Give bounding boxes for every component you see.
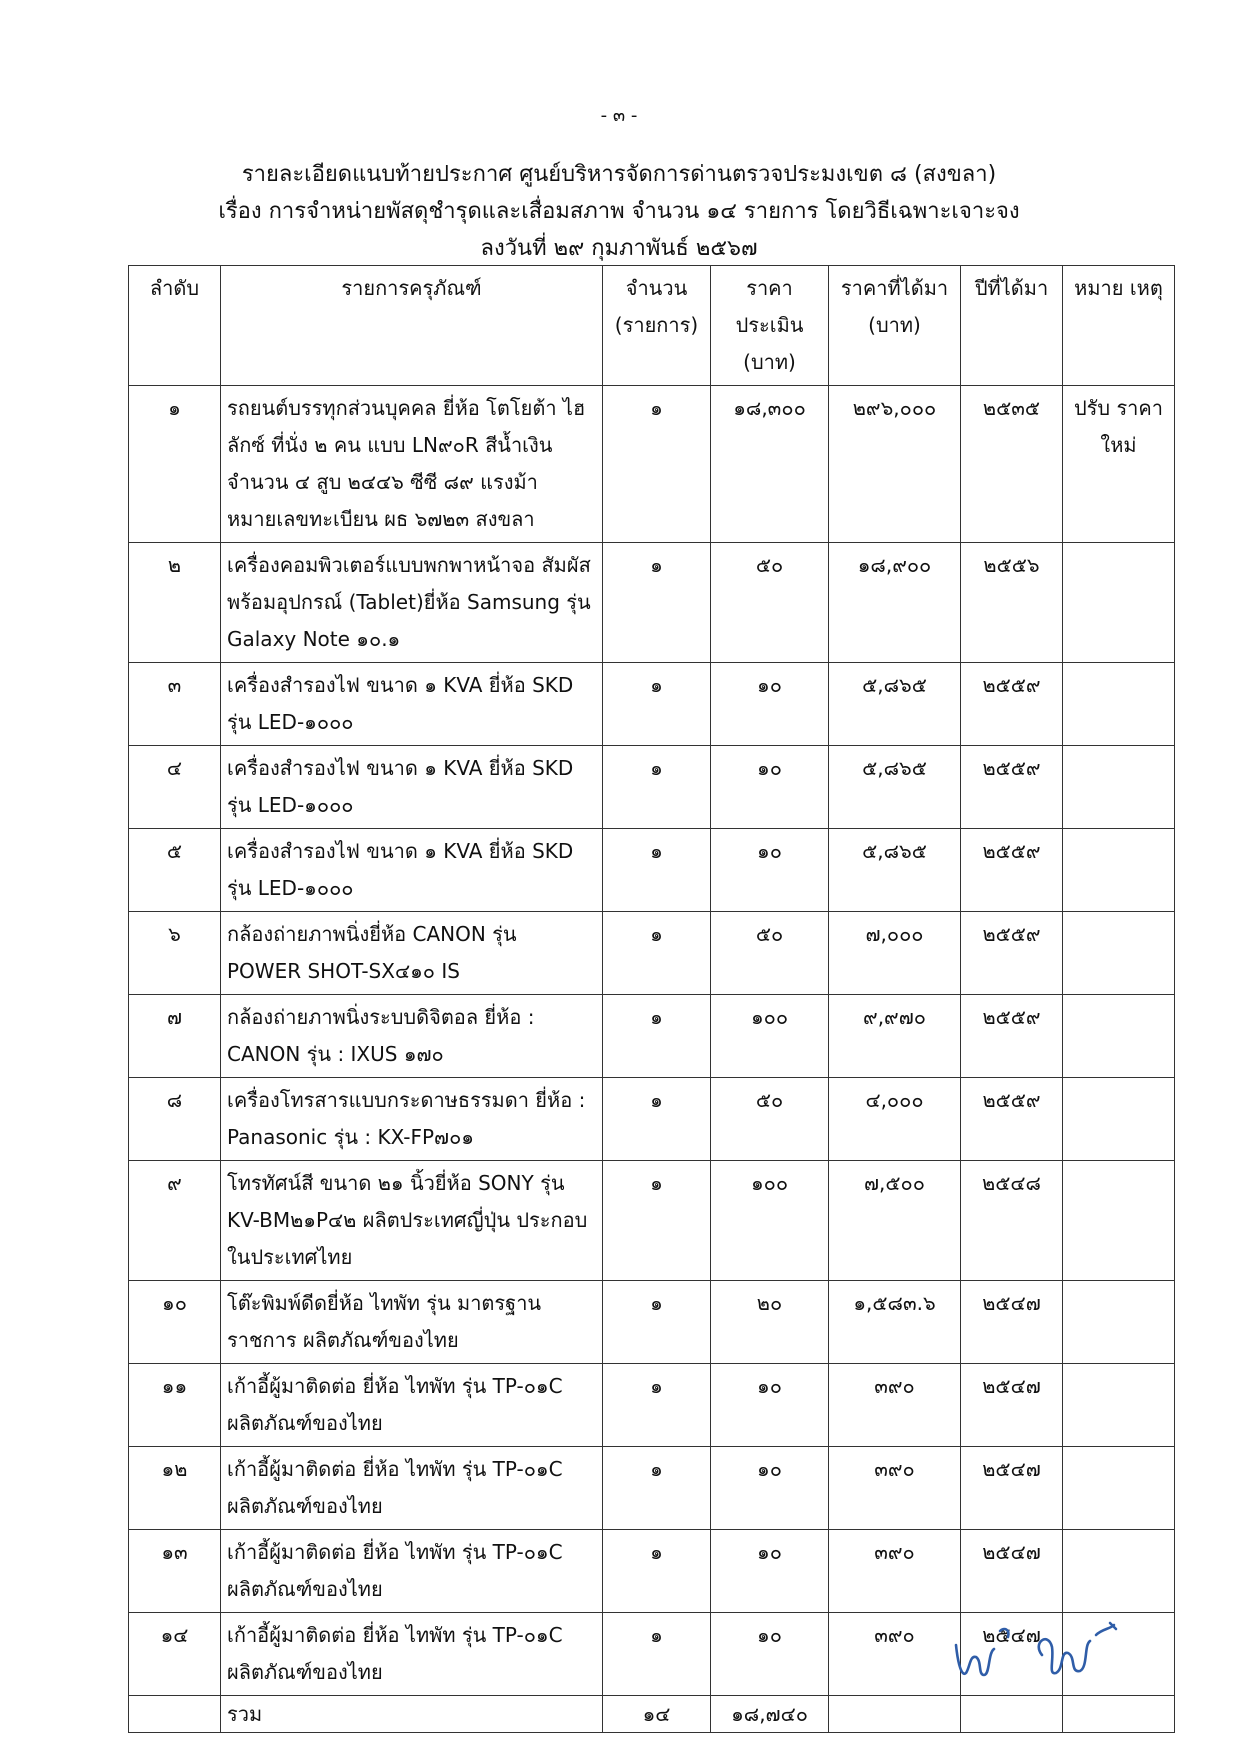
- row-qty: ๑: [603, 1530, 711, 1613]
- row-qty: ๑: [603, 995, 711, 1078]
- row-year: ๒๕๔๗: [961, 1530, 1063, 1613]
- table-row: [129, 543, 1175, 663]
- row-acquired-price: ๙,๙๗๐: [829, 995, 961, 1078]
- row-qty: ๑: [603, 829, 711, 912]
- row-no: ๒: [129, 543, 221, 663]
- total-qty: ๑๔: [603, 1696, 711, 1733]
- row-acquired-price: ๗,๕๐๐: [829, 1161, 961, 1281]
- row-appraisal: ๑๐: [711, 663, 829, 746]
- row-appraisal: ๑๘,๓๐๐: [711, 386, 829, 543]
- table-row: [129, 1530, 1175, 1613]
- row-remark: [1063, 1364, 1175, 1447]
- row-appraisal: ๑๐: [711, 829, 829, 912]
- row-item: เก้าอี้ผู้มาติดต่อ ยี่ห้อ ไทพัท รุ่น TP-๐๑C ผลิตภัณฑ์ของไทย: [221, 1530, 603, 1613]
- header-year: ปีที่ได้มา: [961, 266, 1063, 386]
- table-row: [129, 912, 1175, 995]
- row-year: ๒๕๓๕: [961, 386, 1063, 543]
- row-item: เครื่องโทรสารแบบกระดาษธรรมดา ยี่ห้อ : Panasonic รุ่น : KX-FP๗๐๑: [221, 1078, 603, 1161]
- header-appraisal: ราคา ประเมิน (บาท): [711, 266, 829, 386]
- row-no: ๘: [129, 1078, 221, 1161]
- row-acquired-price: ๒๙๖,๐๐๐: [829, 386, 961, 543]
- row-appraisal: ๕๐: [711, 543, 829, 663]
- row-appraisal: ๕๐: [711, 912, 829, 995]
- row-no: ๔: [129, 746, 221, 829]
- row-no: ๑๑: [129, 1364, 221, 1447]
- row-year: ๒๕๕๙: [961, 912, 1063, 995]
- row-remark: [1063, 1447, 1175, 1530]
- row-remark: [1063, 1530, 1175, 1613]
- row-acquired-price: ๔,๐๐๐: [829, 1078, 961, 1161]
- handwritten-signature: [948, 1615, 1128, 1685]
- row-no: ๑: [129, 386, 221, 543]
- row-item: เครื่องสำรองไฟ ขนาด ๑ KVA ยี่ห้อ SKD รุ่น LED-๑๐๐๐: [221, 663, 603, 746]
- row-qty: ๑: [603, 543, 711, 663]
- row-item: กล้องถ่ายภาพนิ่งยี่ห้อ CANON รุ่น POWER SHOT-SX๔๑๐ IS: [221, 912, 603, 995]
- row-appraisal: ๑๐๐: [711, 1161, 829, 1281]
- header-line-2: เรื่อง การจำหน่ายพัสดุชำรุดและเสื่อมสภาพ จำนวน ๑๔ รายการ โดยวิธีเฉพาะเจาะจง: [218, 199, 1020, 224]
- row-acquired-price: ๕,๘๖๕: [829, 663, 961, 746]
- row-item: เครื่องสำรองไฟ ขนาด ๑ KVA ยี่ห้อ SKD รุ่น LED-๑๐๐๐: [221, 829, 603, 912]
- row-no: ๑๓: [129, 1530, 221, 1613]
- row-qty: ๑: [603, 1161, 711, 1281]
- row-no: ๓: [129, 663, 221, 746]
- row-item: โต๊ะพิมพ์ดีดยี่ห้อ ไทพัท รุ่น มาตรฐาน ราชการ ผลิตภัณฑ์ของไทย: [221, 1281, 603, 1364]
- row-appraisal: ๑๐: [711, 1530, 829, 1613]
- row-qty: ๑: [603, 912, 711, 995]
- row-acquired-price: ๕,๘๖๕: [829, 829, 961, 912]
- row-year: ๒๕๕๙: [961, 746, 1063, 829]
- row-appraisal: ๑๐: [711, 1364, 829, 1447]
- row-year: ๒๕๔๘: [961, 1161, 1063, 1281]
- row-year: ๒๕๔๗: [961, 1447, 1063, 1530]
- row-item: เก้าอี้ผู้มาติดต่อ ยี่ห้อ ไทพัท รุ่น TP-๐๑C ผลิตภัณฑ์ของไทย: [221, 1364, 603, 1447]
- row-remark: [1063, 1161, 1175, 1281]
- total-appraisal: ๑๘,๗๔๐: [711, 1696, 829, 1733]
- table-row: [129, 1281, 1175, 1364]
- document-header: [0, 156, 1238, 267]
- row-appraisal: ๑๐: [711, 746, 829, 829]
- header-acquired-price: ราคาที่ได้มา (บาท): [829, 266, 961, 386]
- row-acquired-price: ๓๙๐: [829, 1613, 961, 1696]
- row-appraisal: ๑๐: [711, 1613, 829, 1696]
- row-item: เครื่องคอมพิวเตอร์แบบพกพาหน้าจอ สัมผัสพร้อมอุปกรณ์ (Tablet)ยี่ห้อ Samsung รุ่น Galaxy Note ๑๐.๑: [221, 543, 603, 663]
- table-row: [129, 829, 1175, 912]
- row-year: ๒๕๔๗: [961, 1613, 1063, 1696]
- table-row: [129, 1161, 1175, 1281]
- row-appraisal: ๒๐: [711, 1281, 829, 1364]
- row-no: ๑๒: [129, 1447, 221, 1530]
- row-remark: [1063, 1078, 1175, 1161]
- row-appraisal: ๑๐๐: [711, 995, 829, 1078]
- row-item: รถยนต์บรรทุกส่วนบุคคล ยี่ห้อ โตโยต้า ไฮลักซ์ ที่นั่ง ๒ คน แบบ LN๙๐R สีน้ำเงิน จำนวน ๔ สูบ ๒๔๔๖ ซีซี ๘๙ แรงม้า หมายเลขทะเบียน ผธ ๖๗๒๓ สงขลา: [221, 386, 603, 543]
- row-remark: ปรับ ราคา ใหม่: [1063, 386, 1175, 543]
- total-blank-remark: [1063, 1696, 1175, 1733]
- row-item: เก้าอี้ผู้มาติดต่อ ยี่ห้อ ไทพัท รุ่น TP-๐๑C ผลิตภัณฑ์ของไทย: [221, 1613, 603, 1696]
- row-qty: ๑: [603, 1078, 711, 1161]
- header-line-1: รายละเอียดแนบท้ายประกาศ ศูนย์บริหารจัดการด่านตรวจประมงเขต ๘ (สงขลา): [241, 162, 997, 187]
- row-no: ๖: [129, 912, 221, 995]
- row-year: ๒๕๔๗: [961, 1364, 1063, 1447]
- row-item: เก้าอี้ผู้มาติดต่อ ยี่ห้อ ไทพัท รุ่น TP-๐๑C ผลิตภัณฑ์ของไทย: [221, 1447, 603, 1530]
- row-qty: ๑: [603, 663, 711, 746]
- total-blank: [129, 1696, 221, 1733]
- total-blank-year: [961, 1696, 1063, 1733]
- row-acquired-price: ๓๙๐: [829, 1447, 961, 1530]
- table-row: [129, 1078, 1175, 1161]
- row-qty: ๑: [603, 1447, 711, 1530]
- row-remark: [1063, 663, 1175, 746]
- header-item: รายการครุภัณฑ์: [221, 266, 603, 386]
- row-year: ๒๕๕๙: [961, 829, 1063, 912]
- table-row: [129, 386, 1175, 543]
- row-acquired-price: ๓๙๐: [829, 1364, 961, 1447]
- table-row: [129, 746, 1175, 829]
- table-row: [129, 1364, 1175, 1447]
- header-qty: จำนวน (รายการ): [603, 266, 711, 386]
- row-remark: [1063, 995, 1175, 1078]
- row-qty: ๑: [603, 1364, 711, 1447]
- row-no: ๙: [129, 1161, 221, 1281]
- row-remark: [1063, 746, 1175, 829]
- row-no: ๑๔: [129, 1613, 221, 1696]
- row-remark: [1063, 829, 1175, 912]
- signature-strokes: [956, 1623, 1116, 1675]
- header-no: ลำดับ: [129, 266, 221, 386]
- row-year: ๒๕๕๖: [961, 543, 1063, 663]
- row-year: ๒๕๕๙: [961, 995, 1063, 1078]
- row-no: ๕: [129, 829, 221, 912]
- table-row: [129, 995, 1175, 1078]
- row-item: โทรทัศน์สี ขนาด ๒๑ นิ้วยี่ห้อ SONY รุ่น KV-BM๒๑P๔๒ ผลิตประเทศญี่ปุ่น ประกอบในประเทศไทย: [221, 1161, 603, 1281]
- row-acquired-price: ๑๘,๙๐๐: [829, 543, 961, 663]
- row-acquired-price: ๓๙๐: [829, 1530, 961, 1613]
- row-year: ๒๕๔๗: [961, 1281, 1063, 1364]
- total-label: รวม: [221, 1696, 603, 1733]
- row-qty: ๑: [603, 1613, 711, 1696]
- row-acquired-price: ๑,๕๘๓.๖: [829, 1281, 961, 1364]
- row-remark: [1063, 1281, 1175, 1364]
- row-item: กล้องถ่ายภาพนิ่งระบบดิจิตอล ยี่ห้อ : CANON รุ่น : IXUS ๑๗๐: [221, 995, 603, 1078]
- row-appraisal: ๕๐: [711, 1078, 829, 1161]
- page-number: - ๓ -: [600, 105, 638, 126]
- row-qty: ๑: [603, 386, 711, 543]
- header-remark: หมาย เหตุ: [1063, 266, 1175, 386]
- table-row: [129, 1447, 1175, 1530]
- row-no: ๗: [129, 995, 221, 1078]
- row-qty: ๑: [603, 746, 711, 829]
- row-year: ๒๕๕๙: [961, 1078, 1063, 1161]
- row-remark: [1063, 912, 1175, 995]
- table-header-row: [129, 266, 1175, 386]
- total-row: [129, 1696, 1175, 1733]
- items-table: [128, 265, 1175, 1733]
- row-acquired-price: ๗,๐๐๐: [829, 912, 961, 995]
- row-qty: ๑: [603, 1281, 711, 1364]
- row-appraisal: ๑๐: [711, 1447, 829, 1530]
- row-acquired-price: ๕,๘๖๕: [829, 746, 961, 829]
- row-remark: [1063, 543, 1175, 663]
- row-no: ๑๐: [129, 1281, 221, 1364]
- header-line-3: ลงวันที่ ๒๙ กุมภาพันธ์ ๒๕๖๗: [480, 236, 758, 261]
- row-year: ๒๕๕๙: [961, 663, 1063, 746]
- row-item: เครื่องสำรองไฟ ขนาด ๑ KVA ยี่ห้อ SKD รุ่น LED-๑๐๐๐: [221, 746, 603, 829]
- total-blank-price: [829, 1696, 961, 1733]
- table-row: [129, 663, 1175, 746]
